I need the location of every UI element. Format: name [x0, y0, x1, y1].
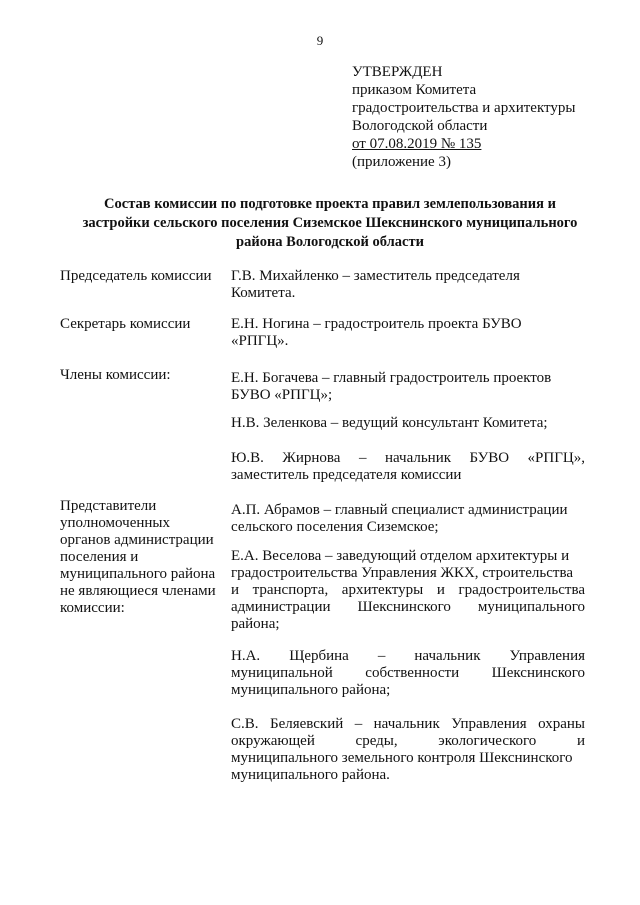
document-title-line: района Вологодской области — [236, 234, 424, 250]
role-label: поселения и — [60, 549, 139, 565]
member-zelenkova — [231, 415, 585, 432]
approval-order-ref: от 07.08.2019 № 135 — [352, 136, 482, 152]
approval-appendix: (приложение 3) — [352, 154, 451, 170]
member-text: заместитель председателя комиссии — [231, 467, 462, 483]
member-bogacheva — [231, 370, 585, 404]
document-title — [50, 195, 610, 252]
approval-stamp — [352, 63, 612, 171]
member-text: Е.Н. Ногина – градостроитель проекта БУВО — [231, 316, 522, 332]
member-text: «РПГЦ». — [231, 333, 289, 349]
member-text: муниципального земельного контроля Шекснинского — [231, 750, 573, 766]
representatives-role — [60, 498, 225, 617]
approval-line: Вологодской области — [352, 118, 488, 134]
member-text: муниципального района. — [231, 767, 390, 783]
member-text: района; — [231, 616, 280, 632]
member-text: БУВО «РПГЦ»; — [231, 387, 333, 403]
role-label: Секретарь комиссии — [60, 316, 191, 332]
role-label: муниципального района — [60, 566, 216, 582]
role-label: Председатель комиссии — [60, 268, 212, 284]
member-text: муниципальной собственности Шекснинского — [231, 665, 585, 681]
chairman-role — [60, 268, 225, 285]
approval-line: градостроительства и архитектуры — [352, 100, 576, 116]
member-text: Е.Н. Богачева – главный градостроитель проектов — [231, 370, 552, 386]
member-text: градостроительства Управления ЖКХ, строительства — [231, 565, 573, 581]
chairman-member — [231, 268, 585, 302]
role-label: не являющиеся членами — [60, 583, 216, 599]
secretary-role — [60, 316, 225, 333]
member-text: Н.В. Зеленкова – ведущий консультант Комитета; — [231, 415, 548, 431]
member-text: Ю.В. Жирнова – начальник БУВО «РПГЦ», — [231, 450, 585, 466]
member-text: А.П. Абрамов – главный специалист администрации — [231, 502, 568, 518]
member-text: Е.А. Веселова – заведующий отделом архитектуры и — [231, 548, 570, 564]
member-text: окружающей среды, экологического и — [231, 733, 585, 749]
member-text: сельского поселения Сиземское; — [231, 519, 439, 535]
member-text: и транспорта, архитектуры и градостроительства — [231, 582, 585, 598]
role-label: органов администрации — [60, 532, 214, 548]
document-title-line: Состав комиссии по подготовке проекта правил землепользования и — [104, 196, 556, 212]
secretary-member — [231, 316, 585, 350]
representative-abramov — [231, 502, 585, 536]
role-label: Члены комиссии: — [60, 367, 171, 383]
approval-line: приказом Комитета — [352, 82, 477, 98]
representative-scherbina — [231, 648, 585, 699]
member-zhirnova — [231, 450, 585, 484]
member-text: администрации Шекснинского муниципального — [231, 599, 585, 615]
representative-veselova — [231, 548, 585, 633]
approval-title: УТВЕРЖДЕН — [352, 64, 443, 80]
page-number: 9 — [316, 33, 324, 48]
role-label: комиссии: — [60, 600, 125, 616]
member-text: Г.В. Михайленко – заместитель председателя — [231, 268, 520, 284]
member-text: муниципального района; — [231, 682, 391, 698]
members-role — [60, 367, 225, 384]
role-label: уполномоченных — [60, 515, 170, 531]
member-text: С.В. Беляевский – начальник Управления охраны — [231, 716, 585, 732]
member-text: Н.А. Щербина – начальник Управления — [231, 648, 585, 664]
role-label: Представители — [60, 498, 157, 514]
document-title-line: застройки сельского поселения Сиземское Шекснинского муниципального — [82, 215, 578, 231]
member-text: Комитета. — [231, 285, 296, 301]
representative-belyaevsky — [231, 716, 585, 784]
